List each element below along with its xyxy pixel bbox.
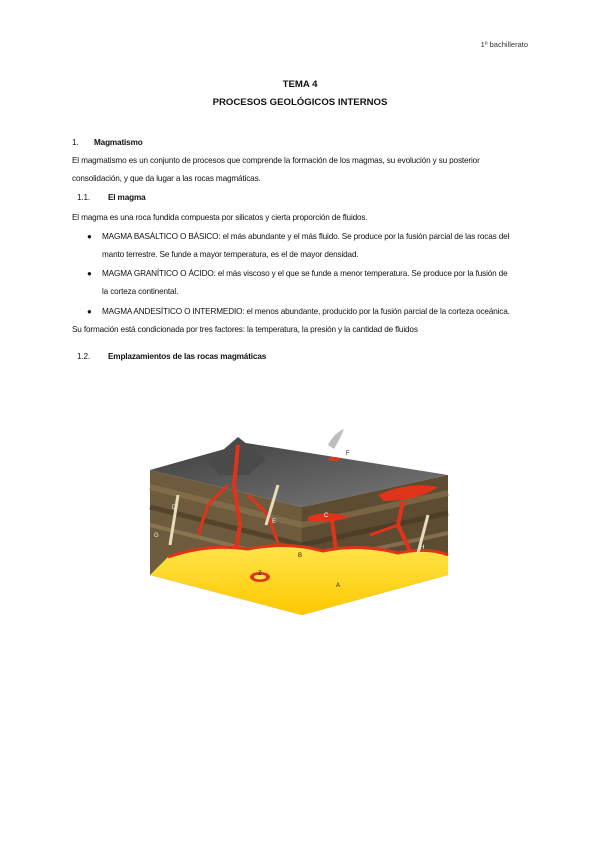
paragraph-line: Su formación está condicionada por tres factores: la temperatura, la presión y la cantidad de fluidos bbox=[72, 325, 418, 334]
label-a: A bbox=[336, 583, 341, 589]
magma-emplacement-diagram bbox=[148, 425, 458, 620]
label-z: Z bbox=[258, 571, 262, 577]
label-c: C bbox=[324, 513, 329, 519]
header-note: 1º bachillerato bbox=[480, 40, 528, 49]
bullet-icon: ● bbox=[87, 232, 92, 241]
bullet-icon: ● bbox=[87, 269, 92, 278]
list-item: MAGMA ANDESÍTICO O INTERMEDIO: el menos abundante, producido por la fusión parcial de la corteza oceánica. bbox=[102, 307, 510, 316]
paragraph-line: El magma es una roca fundida compuesta por silicatos y cierta proporción de fluidos. bbox=[72, 213, 368, 222]
list-item-continuation: la corteza continental. bbox=[102, 287, 179, 296]
paragraph-line: consolidación, y que da lugar a las rocas magmáticas. bbox=[72, 174, 261, 183]
paragraph-line: El magmatismo es un conjunto de procesos que comprende la formación de los magmas, su evolución y su posterior bbox=[72, 156, 480, 165]
label-b: B bbox=[298, 553, 303, 559]
eruption-plume bbox=[328, 429, 344, 449]
bullet-icon: ● bbox=[87, 307, 92, 316]
section-heading: Magmatismo bbox=[94, 138, 143, 147]
section-number: 1. bbox=[72, 138, 79, 147]
subsection-number: 1.2. bbox=[77, 352, 91, 361]
subsection-heading: El magma bbox=[108, 193, 146, 202]
list-item-continuation: manto terrestre. Se funde a mayor temperatura, es el de mayor densidad. bbox=[102, 250, 359, 259]
page-title: TEMA 4 bbox=[282, 79, 318, 90]
subsection-number: 1.1. bbox=[77, 193, 91, 202]
crater-vent bbox=[328, 457, 340, 461]
page-subtitle: PROCESOS GEOLÓGICOS INTERNOS bbox=[212, 97, 388, 108]
label-d: D bbox=[172, 505, 177, 511]
label-h: H bbox=[420, 545, 425, 551]
label-g: G bbox=[154, 533, 159, 539]
list-item: MAGMA GRANÍTICO O ÁCIDO: el más viscoso y el que se funde a menor temperatura. Se produce por la fusión de bbox=[102, 269, 508, 278]
label-e: E bbox=[272, 519, 277, 525]
subsection-heading: Emplazamientos de las rocas magmáticas bbox=[108, 352, 267, 361]
list-item: MAGMA BASÁLTICO O BÁSICO: el más abundante y el más fluido. Se produce por la fusión parcial de las rocas del bbox=[102, 232, 510, 241]
label-f: F bbox=[346, 451, 350, 457]
